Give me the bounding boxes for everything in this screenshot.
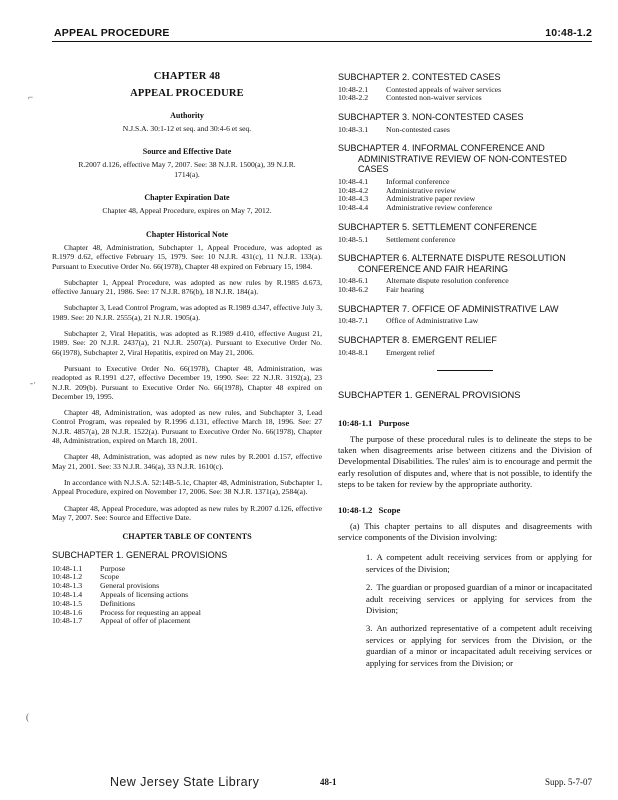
source-text: R.2007 d.126, effective May 7, 2007. See: 38 N.J.R. 1500(a), 39 N.J.R. 1714(a). [78, 160, 296, 179]
toc-entry-number: 10:48-7.1 [338, 316, 369, 326]
toc-entry-title: Emergent relief [386, 347, 435, 357]
toc-subchapter-list [338, 86, 501, 104]
scope-intro: (a) This chapter pertains to all disputes and disagreements with service components of the Division involving: [338, 520, 592, 542]
toc-subchapter-group [338, 72, 592, 103]
expiration-text: Chapter 48, Appeal Procedure, expires on May 7, 2012. [102, 206, 272, 216]
toc-entry-number: 10:48-1.7 [52, 616, 83, 626]
toc-entry-title: Administrative review [386, 185, 456, 195]
history-paragraph: Chapter 48, Appeal Procedure, was adopted as new rules by R.2007 d.126, effective May 7, 2007. See: Source and Effective Date. [52, 503, 322, 522]
history-notes [52, 243, 322, 522]
toc-subchapter-group [338, 222, 592, 244]
toc-subchapter-list [338, 126, 450, 135]
section-number: 10:48-1.1 [338, 417, 373, 428]
toc-entry-title: Settlement conference [386, 234, 456, 244]
toc-entry-title: Appeals of licensing actions [100, 590, 189, 600]
toc-entry-title: General provisions [100, 581, 160, 591]
toc-subchapter-heading: SUBCHAPTER 8. EMERGENT RELIEF [338, 335, 497, 346]
toc-entry[interactable] [52, 617, 201, 626]
toc-entry-title: Purpose [100, 563, 126, 573]
left-column [52, 72, 322, 626]
toc-entry-title: Contested appeals of waiver services [386, 84, 502, 94]
toc-subchapter-heading: SUBCHAPTER 3. NON-CONTESTED CASES [338, 112, 524, 123]
toc-entry-title: Appeal of offer of placement [100, 616, 191, 626]
toc-entry-number: 10:48-2.2 [338, 93, 369, 103]
toc-entry-number: 10:48-1.6 [52, 607, 83, 617]
toc-subchapter-list [338, 277, 509, 295]
toc-entry[interactable] [338, 317, 478, 326]
section-title: Scope [378, 504, 401, 515]
history-paragraph: Subchapter 2, Viral Hepatitis, was adopted as R.1989 d.410, effective August 21, 1989. See: 20 N.J.R. 2437(a), 21 N.J.R. 2507(a). Pursuant to Executive Order No. 66(1978), Subchapter 2, Viral Hepatitis, expired on May 21, 2006. [52, 329, 322, 357]
right-column [338, 72, 592, 676]
library-watermark: New Jersey State Library [110, 775, 260, 789]
source-heading: Source and Effective Date [142, 147, 232, 157]
toc-subchapter-list [338, 349, 435, 358]
scope-item-number: 3. [366, 623, 373, 634]
toc-subchapter-heading: SUBCHAPTER 1. GENERAL PROVISIONS [52, 550, 228, 561]
scope-item [366, 552, 592, 575]
toc-subchapter-heading: SUBCHAPTER 2. CONTESTED CASES [338, 72, 501, 82]
chapter-title: APPEAL PROCEDURE [130, 88, 244, 100]
margin-mark: ( [26, 712, 29, 722]
history-heading: Chapter Historical Note [145, 229, 229, 239]
toc-entry-title: Contested non-waiver services [386, 93, 482, 103]
toc-entry[interactable] [338, 286, 509, 295]
toc-entry[interactable] [338, 236, 456, 245]
authority-text: N.J.S.A. 30:1-12 et seq. and 30:4-6 et seq. [122, 123, 252, 133]
toc-entry-title: Office of Administrative Law [386, 316, 479, 326]
toc-entry[interactable] [338, 349, 435, 358]
toc-entry-number: 10:48-4.2 [338, 185, 369, 195]
section-title: Purpose [378, 417, 410, 428]
history-paragraph: Pursuant to Executive Order No. 66(1978), Chapter 48, Administration, was readopted as R.1991 d.27, effective December 19, 1990. See: 22 N.J.R. 3192(a), 23 N.J.R. 209(b). Pursuant to Executive Order No. 66(1978), Chapter 48 expired on December 19, 1995. [52, 363, 322, 401]
toc-entry-number: 10:48-2.1 [338, 84, 369, 94]
scope-item [366, 623, 592, 669]
toc-subchapter-1-list [52, 565, 201, 627]
toc-heading: CHAPTER TABLE OF CONTENTS [122, 532, 252, 542]
toc-subchapter-group [338, 143, 592, 213]
toc-entry[interactable] [338, 126, 450, 135]
toc-subchapter-heading: SUBCHAPTER 6. ALTERNATE DISPUTE RESOLUTION CONFERENCE AND FAIR HEARING [338, 253, 566, 274]
page-number: 48-1 [320, 777, 337, 787]
authority-heading: Authority [170, 110, 204, 120]
toc-entry-number: 10:48-6.1 [338, 276, 369, 286]
toc-subchapter-group [338, 253, 592, 295]
scope-item [366, 582, 592, 616]
running-header [52, 27, 592, 42]
toc-entry-title: Process for requesting an appeal [100, 607, 201, 617]
scope-item-text: The guardian or proposed guardian of a minor or incapacitated adult receiving services or applying for services from the Division; [366, 582, 592, 616]
scope-item-number: 1. [366, 552, 373, 563]
header-section-number: 10:48-1.2 [545, 27, 592, 39]
toc-entry-number: 10:48-8.1 [338, 347, 369, 357]
section-divider [437, 370, 493, 371]
history-paragraph: In accordance with N.J.S.A. 52:14B-5.1c, Chapter 48, Administration, Subchapter 1, Appeal Procedure, expired on November 17, 2006. See: 38 N.J.R. 1371(a), 2584(a). [52, 477, 322, 497]
history-paragraph: Subchapter 3, Lead Control Program, was adopted as R.1989 d.347, effective July 3, 1989. See: 20 N.J.R. 2555(a), 21 N.J.R. 1905(a). [52, 303, 322, 322]
history-paragraph: Subchapter 1, Appeal Procedure, was adopted as new rules by R.1985 d.673, effective January 21, 1986. See: 17 N.J.R. 876(b), 18 N.J.R. 184(a). [52, 277, 322, 297]
history-paragraph: Chapter 48, Administration, was adopted as new rules, and Subchapter 3, Lead Control Program, was repealed by R.1996 d.131, effective March 18, 1996. See: 27 N.J.R. 4857(a), 28 N.J.R. 1522(a). Pursuant to Executive Order No. 66(1978), Chapter 48, Administration, expired on March 18, 2001. [52, 408, 322, 446]
toc-entry-title: Informal conference [386, 176, 450, 186]
toc-entry-title: Fair hearing [386, 285, 424, 295]
history-paragraph: Chapter 48, Administration, was adopted as new rules by R.2001 d.157, effective May 21, 2001. See: 33 N.J.R. 346(a), 33 N.J.R. 1610(c). [52, 452, 322, 471]
toc-subchapter-group [338, 304, 592, 326]
toc-entry-number: 10:48-1.1 [52, 563, 83, 573]
scope-item-text: An authorized representative of a competent adult receiving services or applying for services from the Division, or the guardian of a minor or incapacitated adult receiving services or applying for services from the Division; or [366, 623, 592, 668]
toc-entry-title: Non-contested cases [386, 124, 450, 134]
expiration-heading: Chapter Expiration Date [144, 193, 230, 203]
toc-subchapter-heading: SUBCHAPTER 4. INFORMAL CONFERENCE AND ADMINISTRATIVE REVIEW OF NON-CONTESTED CASES [338, 143, 567, 175]
scope-item-number: 2. [366, 582, 373, 593]
toc-entry-number: 10:48-1.5 [52, 598, 83, 608]
toc-subchapter-list [338, 236, 456, 245]
toc-entry-title: Administrative paper review [386, 194, 476, 204]
toc-entry-number: 10:48-1.2 [52, 572, 83, 582]
section-purpose-heading [338, 418, 592, 428]
toc-subchapter-group [338, 112, 592, 134]
history-paragraph: Chapter 48, Administration, Subchapter 1, Appeal Procedure, was adopted as R.1979 d.62, effective February 15, 1979. See: 10 N.J.R. 431(c), 11 N.J.R. 133(a). Pursuant to Executive Order No. 66(1978), Chapter 48 expired on February 15, 1984. [52, 242, 322, 271]
header-title: APPEAL PROCEDURE [54, 27, 170, 39]
toc-subchapter-heading: SUBCHAPTER 7. OFFICE OF ADMINISTRATIVE LAW [338, 303, 559, 314]
toc-entry-number: 10:48-4.3 [338, 194, 369, 204]
toc-entry-number: 10:48-6.2 [338, 285, 369, 295]
subchapter-1-heading: SUBCHAPTER 1. GENERAL PROVISIONS [338, 388, 521, 400]
toc-subchapter-list [338, 178, 492, 213]
section-number: 10:48-1.2 [338, 504, 373, 515]
section-scope-heading [338, 505, 592, 515]
purpose-text: The purpose of these procedural rules is to delineate the steps to be taken when disagreements arise between citizens and the Division of Developmental Disabilities. The rules' aim is to encourage and permit the early resolution of disputes and, where that is not possible, to identify the steps to be taken for review by the appropriate authority. [338, 433, 592, 490]
chapter-number: CHAPTER 48 [153, 71, 221, 82]
toc-entry[interactable] [338, 94, 501, 103]
toc-entry-number: 10:48-4.4 [338, 203, 369, 213]
toc-entry-title: Scope [100, 572, 120, 582]
toc-entry-number: 10:48-1.4 [52, 590, 83, 600]
toc-entry-number: 10:48-5.1 [338, 234, 369, 244]
toc-entry-title: Administrative review conference [386, 203, 493, 213]
scope-item-text: A competent adult receiving services from or applying for services of the Division; [366, 552, 592, 574]
supplement-date: Supp. 5-7-07 [545, 777, 592, 787]
toc-entry-title: Alternate dispute resolution conference [386, 276, 509, 286]
margin-mark: ‐· [30, 378, 36, 388]
toc-entry-number: 10:48-1.3 [52, 581, 83, 591]
toc-entry[interactable] [338, 204, 492, 213]
toc-entry-number: 10:48-3.1 [338, 124, 369, 134]
page-footer [110, 775, 592, 791]
toc-entry-title: Definitions [100, 598, 136, 608]
toc-entry-number: 10:48-4.1 [338, 176, 369, 186]
toc-subchapter-heading: SUBCHAPTER 5. SETTLEMENT CONFERENCE [338, 222, 537, 233]
toc-continued [338, 72, 592, 358]
toc-subchapter-group [338, 335, 592, 357]
margin-mark: ⌐ [28, 92, 34, 102]
toc-subchapter-list [338, 317, 478, 326]
